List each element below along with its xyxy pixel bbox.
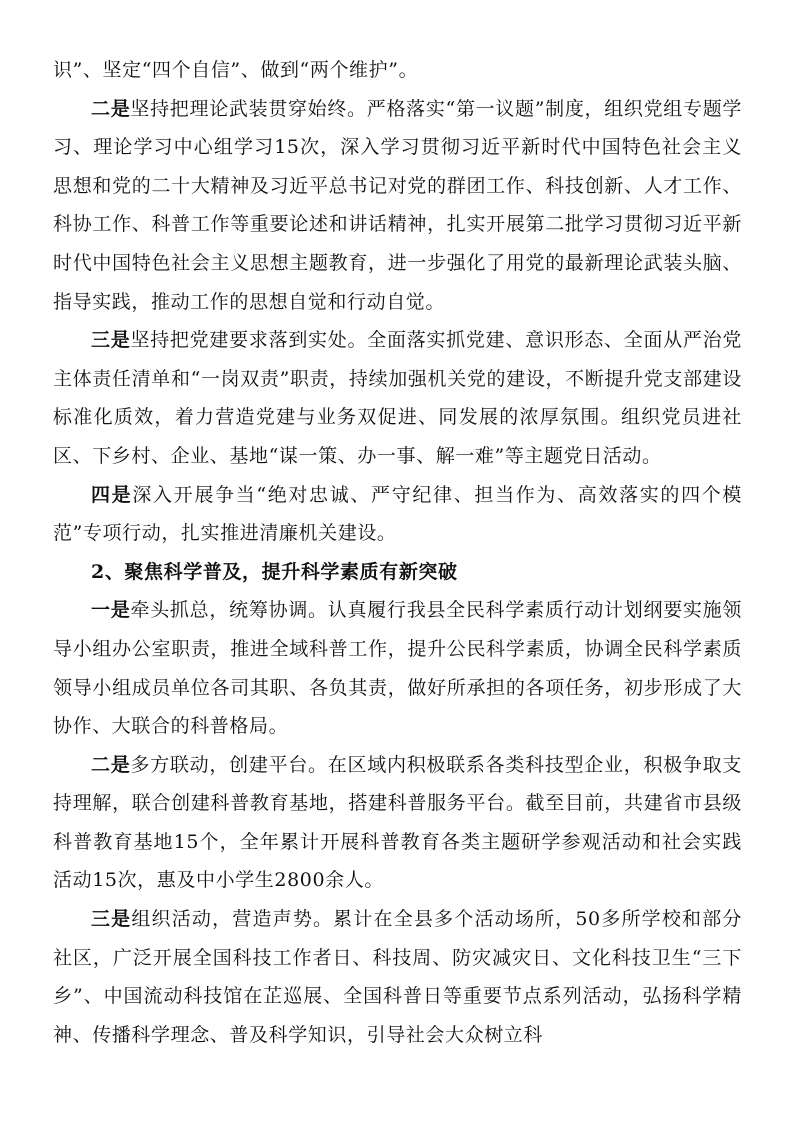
paragraph-continuation [53, 51, 742, 90]
paragraph-text: 多方联动，创建平台。在区域内积极联系各类科技型企业，积极争取支持理解，联合创建科普教育基地，搭建科普服务平台。截至目前，共建省市县级科普教育基地15个，全年累计开展科普教育各类主题研学参观活动和社会实践活动15次，惠及中小学生2800余人。 [53, 753, 742, 892]
paragraph-text: 识”、坚定“四个自信”、做到“两个维护”。 [53, 59, 419, 81]
section-heading: 2、聚焦科学普及，提升科学素质有新突破 [91, 560, 458, 583]
paragraph-lead: 一是 [91, 599, 131, 622]
document-page [53, 51, 742, 1054]
paragraph-lead: 二是 [91, 753, 131, 776]
paragraph-text: 坚持把理论武装贯穿始终。严格落实“第一议题”制度，组织党组专题学习、理论学习中心组学习15次，深入学习贯彻习近平新时代中国特色社会主义思想和党的二十大精神及习近平总书记对党的群团工作、科技创新、人才工作、科协工作、科普工作等重要论述和讲话精神，扎实开展第二批学习贯彻习近平新时代中国特色社会主义思想主题教育，进一步强化了用党的最新理论武装头脑、指导实践，推动工作的思想自觉和行动自觉。 [53, 97, 742, 313]
paragraph-four-models [53, 476, 742, 553]
paragraph-lead: 二是 [91, 97, 131, 120]
paragraph-lead: 四是 [91, 483, 133, 506]
paragraph-text: 坚持把党建要求落到实处。全面落实抓党建、意识形态、全面从严治党主体责任清单和“一岗双责”职责，持续加强机关党的建设，不断提升党支部建设标准化质效，着力营造党建与业务双促进、同发展的浓厚氛围。组织党员进社区、下乡村、企业、基地“谋一策、办一事、解一难”等主题党日活动。 [53, 329, 742, 467]
paragraph-lead: 三是 [91, 908, 132, 931]
paragraph-platform [53, 746, 742, 900]
paragraph-text: 组织活动，营造声势。累计在全县多个活动场所，50多所学校和部分社区，广泛开展全国科技工作者日、科技周、防灾减灾日、文化科技卫生“三下乡”、中国流动科技馆在芷巡展、全国科普日等重要节点系列活动，弘扬科学精神、传播科学理念、普及科学知识，引导社会大众树立科 [53, 908, 743, 1046]
paragraph-lead: 三是 [91, 329, 131, 352]
paragraph-text: 牵头抓总，统筹协调。认真履行我县全民科学素质行动计划纲要实施领导小组办公室职责，推进全域科普工作，提升公民科学素质，协调全民科学素质领导小组成员单位各司其职、各负其责，做好所承担的各项任务，初步形成了大协作、大联合的科普格局。 [53, 599, 742, 738]
paragraph-activities [53, 900, 742, 1054]
paragraph-coordination [53, 591, 742, 745]
paragraph-text: 深入开展争当“绝对忠诚、严守纪律、担当作为、高效落实的四个模范”专项行动，扎实推进清廉机关建设。 [53, 483, 743, 545]
paragraph-theory-study [53, 90, 742, 322]
paragraph-party-building [53, 321, 742, 475]
